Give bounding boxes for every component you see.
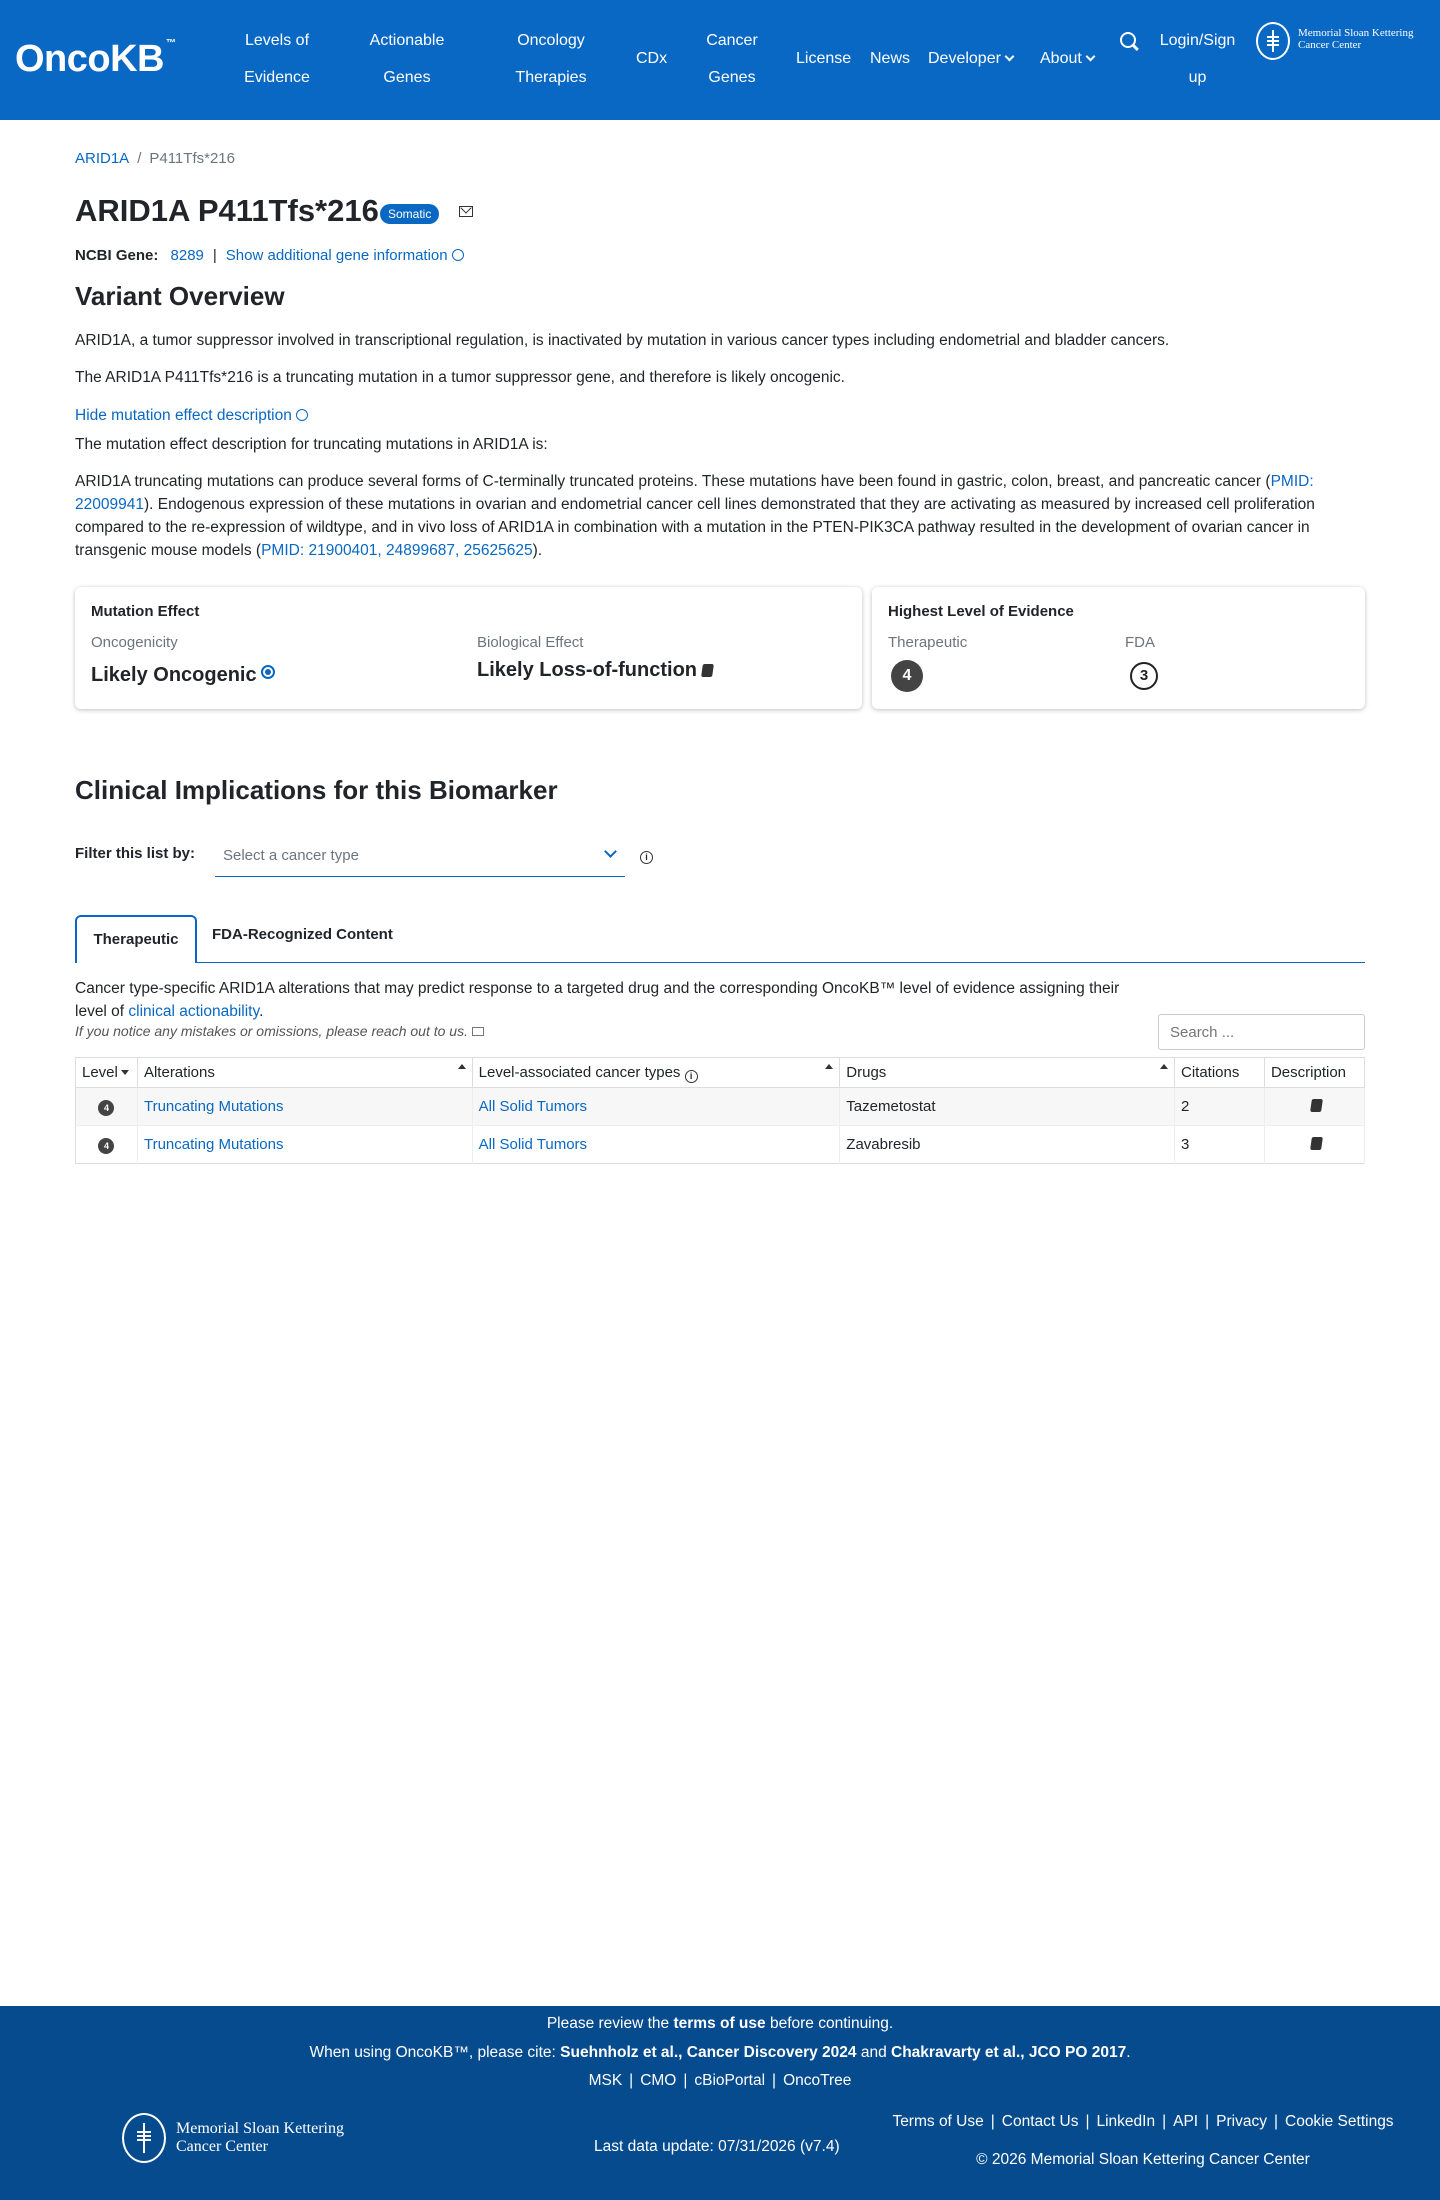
col-cancer-types[interactable]: Level-associated cancer types i: [472, 1058, 840, 1088]
footer-right-links: Terms of Use | Contact Us | LinkedIn | API | Privacy | Cookie Settings: [892, 2113, 1394, 2130]
col-drugs[interactable]: Drugs: [840, 1058, 1175, 1088]
citation-notice: When using OncoKB™, please cite: Suehnholz et al., Cancer Discovery 2024 and Chakravarty et al., JCO PO 2017.: [309, 2044, 1131, 2061]
terms-notice: Please review the terms of use before continuing.: [546, 2015, 894, 2032]
table-search-input[interactable]: [1158, 1014, 1365, 1050]
nav-cancer-genes[interactable]: Cancer Genes: [706, 32, 758, 86]
copyright: © 2026 Memorial Sloan Kettering Cancer Center: [976, 2151, 1310, 2168]
pmid-link[interactable]: PMID: 22009941: [75, 473, 1314, 513]
footer-terms-link[interactable]: Terms of Use: [892, 2113, 984, 2130]
breadcrumb-current: P411Tfs*216: [149, 150, 235, 167]
tab-bar-line: [75, 962, 1365, 963]
biological-effect-label: Biological Effect: [477, 634, 584, 651]
cancer-type-link[interactable]: All Solid Tumors: [478, 1098, 588, 1115]
page-title: ARID1A P411Tfs*216: [75, 193, 379, 228]
footer-privacy-link[interactable]: Privacy: [1216, 2113, 1267, 2130]
msk-logo-text: Memorial Sloan Kettering: [176, 2120, 344, 2137]
filter-label: Filter this list by:: [75, 845, 196, 862]
footer-link-oncotree[interactable]: OncoTree: [783, 2072, 852, 2089]
table-row: [76, 1088, 1365, 1126]
book-icon[interactable]: [1311, 1137, 1324, 1150]
variant-summary: The ARID1A P411Tfs*216 is a truncating mutation in a tumor suppressor gene, and therefore is likely oncogenic.: [75, 369, 845, 386]
citation-link[interactable]: Suehnholz et al., Cancer Discovery 2024: [560, 2044, 857, 2061]
fda-label: FDA: [1125, 634, 1155, 651]
top-navbar: [0, 0, 1440, 120]
footer-link-msk[interactable]: MSK: [588, 2072, 623, 2089]
msk-logo-text: Cancer Center: [176, 2138, 268, 2155]
feedback-note: If you notice any mistakes or omissions, please reach out to us.: [75, 1023, 484, 1039]
citations-cell[interactable]: 3: [1175, 1126, 1265, 1164]
ncbi-gene-link[interactable]: 8289: [170, 247, 204, 264]
sort-up-icon: [1160, 1064, 1168, 1069]
somatic-badge: Somatic: [380, 204, 439, 224]
variant-overview-heading: Variant Overview: [75, 281, 285, 311]
level-icon[interactable]: 4: [98, 1138, 114, 1154]
chevron-down-icon: [1004, 52, 1014, 62]
footer: [0, 2006, 1440, 2200]
highest-level-card: [872, 587, 1365, 709]
ncbi-gene-row: NCBI Gene: 8289 | Show additional gene information: [75, 247, 464, 264]
hide-description-toggle[interactable]: Hide mutation effect description: [75, 404, 1365, 427]
mail-icon[interactable]: [472, 1027, 484, 1036]
clinical-implications-heading: Clinical Implications for this Biomarker: [75, 775, 558, 805]
chevron-down-icon: [604, 845, 617, 858]
footer-linkedin-link[interactable]: LinkedIn: [1096, 2113, 1156, 2130]
book-icon[interactable]: [1311, 1099, 1324, 1112]
col-level[interactable]: Level: [76, 1058, 138, 1088]
nav-oncology-therapies[interactable]: Oncology Therapies: [515, 32, 587, 86]
therapeutic-level-icon[interactable]: 4: [891, 660, 923, 692]
mutation-effect-intro: The mutation effect description for truncating mutations in ARID1A is:: [75, 436, 548, 453]
card-title: Mutation Effect: [91, 603, 200, 620]
fda-level-icon[interactable]: 3: [1130, 662, 1158, 690]
last-data-update: Last data update: 07/31/2026 (v7.4): [594, 2138, 840, 2155]
oncogenicity-value: Likely Oncogenic: [91, 664, 275, 687]
info-icon[interactable]: i: [685, 1070, 698, 1083]
login-signup-link[interactable]: Login/Sign up: [1159, 32, 1236, 86]
nav-developer[interactable]: Developer: [928, 40, 1013, 77]
terms-of-use-link[interactable]: terms of use: [673, 2015, 766, 2032]
nav-levels-of-evidence[interactable]: Levels of Evidence: [244, 32, 310, 86]
footer-api-link[interactable]: API: [1173, 2113, 1199, 2130]
table-row: [76, 1126, 1365, 1164]
nav-license[interactable]: License: [796, 50, 852, 67]
nav-about[interactable]: About: [1040, 40, 1094, 77]
chevron-circle-up-icon: [296, 409, 308, 421]
book-icon[interactable]: [701, 664, 714, 677]
tab-fda-recognized-content[interactable]: FDA-Recognized Content: [212, 926, 393, 943]
pmid-link[interactable]: PMID: 21900401, 24899687, 25625625: [261, 542, 533, 559]
card-title: Highest Level of Evidence: [888, 603, 1074, 620]
gene-summary: ARID1A, a tumor suppressor involved in transcriptional regulation, is inactivated by mutation in various cancer types including endometrial and bladder cancers.: [75, 332, 1170, 349]
oncogenic-icon: [261, 665, 275, 679]
drug-cell: Tazemetostat: [840, 1088, 1175, 1126]
clinical-actionability-link[interactable]: clinical actionability: [128, 1003, 260, 1020]
tab-therapeutic[interactable]: Therapeutic: [75, 915, 197, 963]
therapeutic-label: Therapeutic: [888, 634, 968, 651]
footer-cookie-settings-link[interactable]: Cookie Settings: [1285, 2113, 1394, 2130]
msk-emblem-icon: [122, 2113, 166, 2163]
level-icon[interactable]: 4: [98, 1100, 114, 1116]
alteration-link[interactable]: Truncating Mutations: [143, 1098, 284, 1115]
nav-cdx[interactable]: CDx: [636, 50, 668, 67]
chevron-down-icon: [1085, 52, 1095, 62]
breadcrumb-gene-link[interactable]: ARID1A: [75, 150, 130, 167]
drug-cell: Zavabresib: [840, 1126, 1175, 1164]
therapeutic-table: [75, 1057, 1365, 1164]
info-icon[interactable]: i: [640, 851, 653, 864]
mail-icon[interactable]: [459, 206, 473, 217]
partner-links: MSK | CMO | cBioPortal | OncoTree: [588, 2072, 852, 2089]
breadcrumb: ARID1A / P411Tfs*216: [75, 150, 235, 167]
msk-logo-text: Memorial Sloan Kettering: [1298, 27, 1414, 39]
msk-logo[interactable]: [1256, 22, 1431, 62]
msk-emblem-icon: [1256, 22, 1290, 60]
footer-link-cbioportal[interactable]: cBioPortal: [694, 2072, 766, 2089]
footer-msk-logo[interactable]: [122, 2113, 372, 2163]
ncbi-label: NCBI Gene:: [75, 247, 159, 264]
sort-down-icon: [121, 1070, 129, 1075]
mutation-effect-card: [75, 587, 862, 709]
sort-up-icon: [825, 1064, 833, 1069]
col-alterations[interactable]: Alterations: [137, 1058, 472, 1088]
footer-link-cmo[interactable]: CMO: [640, 2072, 677, 2089]
alteration-link[interactable]: Truncating Mutations: [143, 1136, 284, 1153]
oncokb-logo[interactable]: OncoKB ™: [15, 38, 176, 80]
footer-contact-link[interactable]: Contact Us: [1001, 2113, 1079, 2130]
mutation-effect-description: ARID1A truncating mutations can produce several forms of C-terminally truncated proteins. These mutations have been found in gastric, colon, breast, and pancreatic cancer (PMID: 22009941). Endogenous expression of these mutations in ovarian and endometrial cancer cell lines demonstrated that they are activating as measured by increased cell proliferation compared to the re-expression of wildtype, and in vivo loss of ARID1A in combination with a mutation in the PTEN-PIK3CA pathway resulted in the development of ovarian cancer in transgenic mouse models (PMID: 21900401, 24899687, 25625625).: [75, 473, 1315, 559]
oncogenicity-label: Oncogenicity: [91, 634, 178, 651]
nav-actionable-genes[interactable]: Actionable Genes: [369, 32, 445, 86]
show-gene-info-link[interactable]: Show additional gene information: [226, 247, 464, 264]
tab-description: Cancer type-specific ARID1A alterations that may predict response to a targeted drug and the corresponding OncoKB™ level of evidence assigning their level of clinical actionability.: [75, 980, 1120, 1020]
col-description: Description: [1264, 1058, 1364, 1088]
biological-effect-value: Likely Loss-of-function: [477, 659, 713, 682]
citation-link[interactable]: Chakravarty et al., JCO PO 2017: [891, 2044, 1127, 2061]
cancer-type-select[interactable]: Select a cancer type: [215, 835, 625, 877]
nav-news[interactable]: News: [870, 50, 911, 67]
citations-cell[interactable]: 2: [1175, 1088, 1265, 1126]
cancer-type-link[interactable]: All Solid Tumors: [478, 1136, 588, 1153]
search-icon[interactable]: [1120, 32, 1136, 48]
msk-logo-text: Cancer Center: [1298, 39, 1362, 51]
chevron-circle-down-icon: [452, 249, 464, 261]
sort-up-icon: [458, 1064, 466, 1069]
col-citations[interactable]: Citations: [1175, 1058, 1265, 1088]
